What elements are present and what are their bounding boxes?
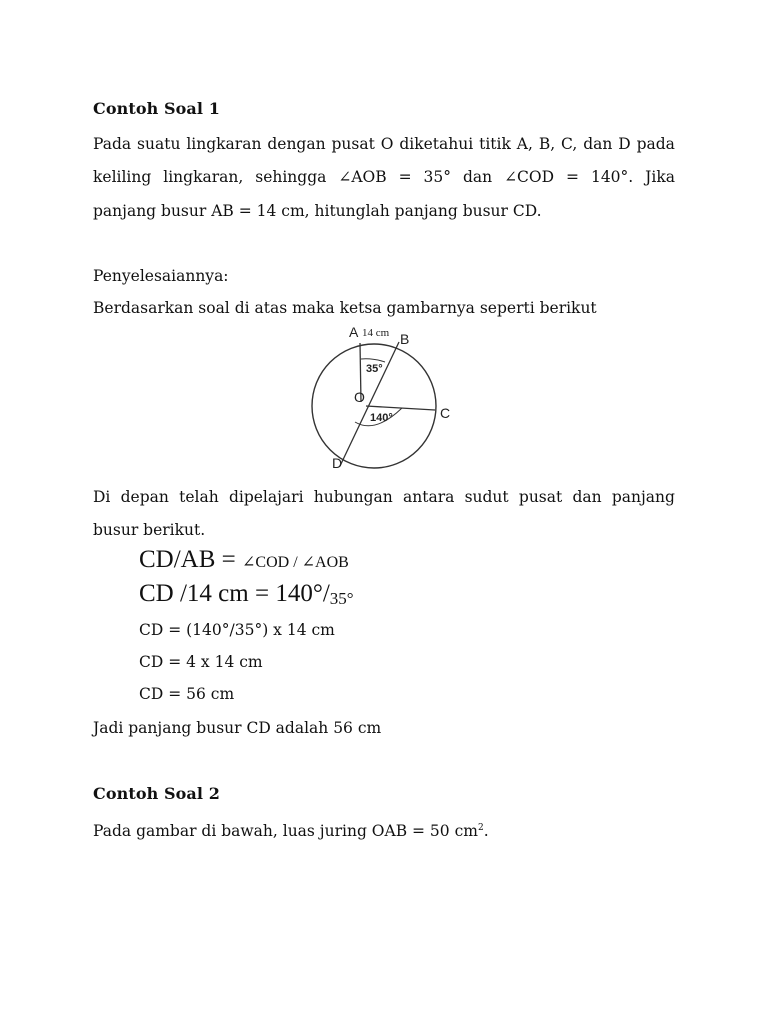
word: antara xyxy=(403,488,455,506)
circle-figure xyxy=(300,318,470,474)
word: diketahui xyxy=(399,135,474,153)
word: = xyxy=(398,168,412,186)
equation-ratio xyxy=(139,546,349,577)
label-d: D xyxy=(332,455,343,471)
equation-ratio-left: CD/AB = xyxy=(139,546,243,573)
angle-label-cod: 140° xyxy=(370,412,393,424)
example1-paragraph-line3: panjang busur AB = 14 cm, hitunglah panjang busur CD. xyxy=(93,202,542,220)
example2-paragraph xyxy=(93,818,675,841)
word: O xyxy=(380,135,394,153)
example2-heading: Contoh Soal 2 xyxy=(93,784,220,803)
arc-label: 14 cm xyxy=(362,327,390,339)
word: B, xyxy=(538,135,556,153)
word: sehingga xyxy=(255,168,327,186)
equation-substituted xyxy=(139,580,354,610)
equation-ratio-right: ∠COD / ∠AOB xyxy=(242,554,349,571)
word: dipelajari xyxy=(228,488,304,506)
example2-superscript: 2 xyxy=(477,823,484,833)
example2-paragraph-end: . xyxy=(483,822,489,841)
word: dan xyxy=(583,135,613,153)
explanation-line2: busur berikut. xyxy=(93,521,206,539)
word: pusat xyxy=(331,135,375,153)
equation-result: CD = 56 cm xyxy=(139,685,235,703)
word: lingkaran, xyxy=(163,168,244,186)
word: 35° xyxy=(423,168,451,186)
word: dengan xyxy=(267,135,326,153)
word: lingkaran xyxy=(186,135,262,153)
word: sudut xyxy=(464,488,509,506)
angle-arc-aob xyxy=(361,359,385,362)
equation-step2: CD = 4 x 14 cm xyxy=(139,653,263,671)
word: C, xyxy=(561,135,578,153)
example1-heading: Contoh Soal 1 xyxy=(93,99,220,118)
word: titik xyxy=(479,135,511,153)
word: ∠AOB xyxy=(338,168,387,186)
word: Pada xyxy=(93,135,132,153)
conclusion: Jadi panjang busur CD adalah 56 cm xyxy=(93,719,382,737)
word: hubungan xyxy=(313,488,393,506)
word: = xyxy=(566,168,579,186)
explanation-line1 xyxy=(93,487,675,507)
word: suatu xyxy=(137,135,181,153)
equation-substituted-right: 35° xyxy=(329,589,354,608)
solution-intro: Berdasarkan soal di atas maka ketsa gambarnya seperti berikut xyxy=(93,299,597,317)
example1-paragraph-line1 xyxy=(93,134,675,154)
word: depan xyxy=(120,488,169,506)
word: dan xyxy=(462,168,493,186)
equation-step1: CD = (140°/35°) x 14 cm xyxy=(139,621,335,639)
word: telah xyxy=(179,488,219,506)
label-o: O xyxy=(354,389,365,405)
word: D xyxy=(618,135,631,153)
word: pusat xyxy=(518,488,563,506)
solution-label: Penyelesaiannya: xyxy=(93,267,229,285)
word: panjang xyxy=(611,488,675,506)
equation-substituted-left: CD /14 cm = 140°/ xyxy=(139,580,330,607)
word: ∠COD xyxy=(504,168,555,186)
line-bd xyxy=(340,342,399,466)
label-b: B xyxy=(400,331,410,347)
example2-paragraph-text: Pada gambar di bawah, luas juring OAB = 50 cm xyxy=(93,822,478,841)
label-c: C xyxy=(440,405,451,421)
example1-paragraph-line2 xyxy=(93,167,675,187)
word: pada xyxy=(636,135,675,153)
word: Di xyxy=(93,488,111,506)
label-a: A xyxy=(349,324,359,340)
word: Jika xyxy=(645,168,675,186)
angle-label-aob: 35° xyxy=(366,363,383,375)
word: dan xyxy=(572,488,602,506)
word: 140°. xyxy=(590,168,634,186)
word: keliling xyxy=(93,168,152,186)
word: A, xyxy=(516,135,533,153)
